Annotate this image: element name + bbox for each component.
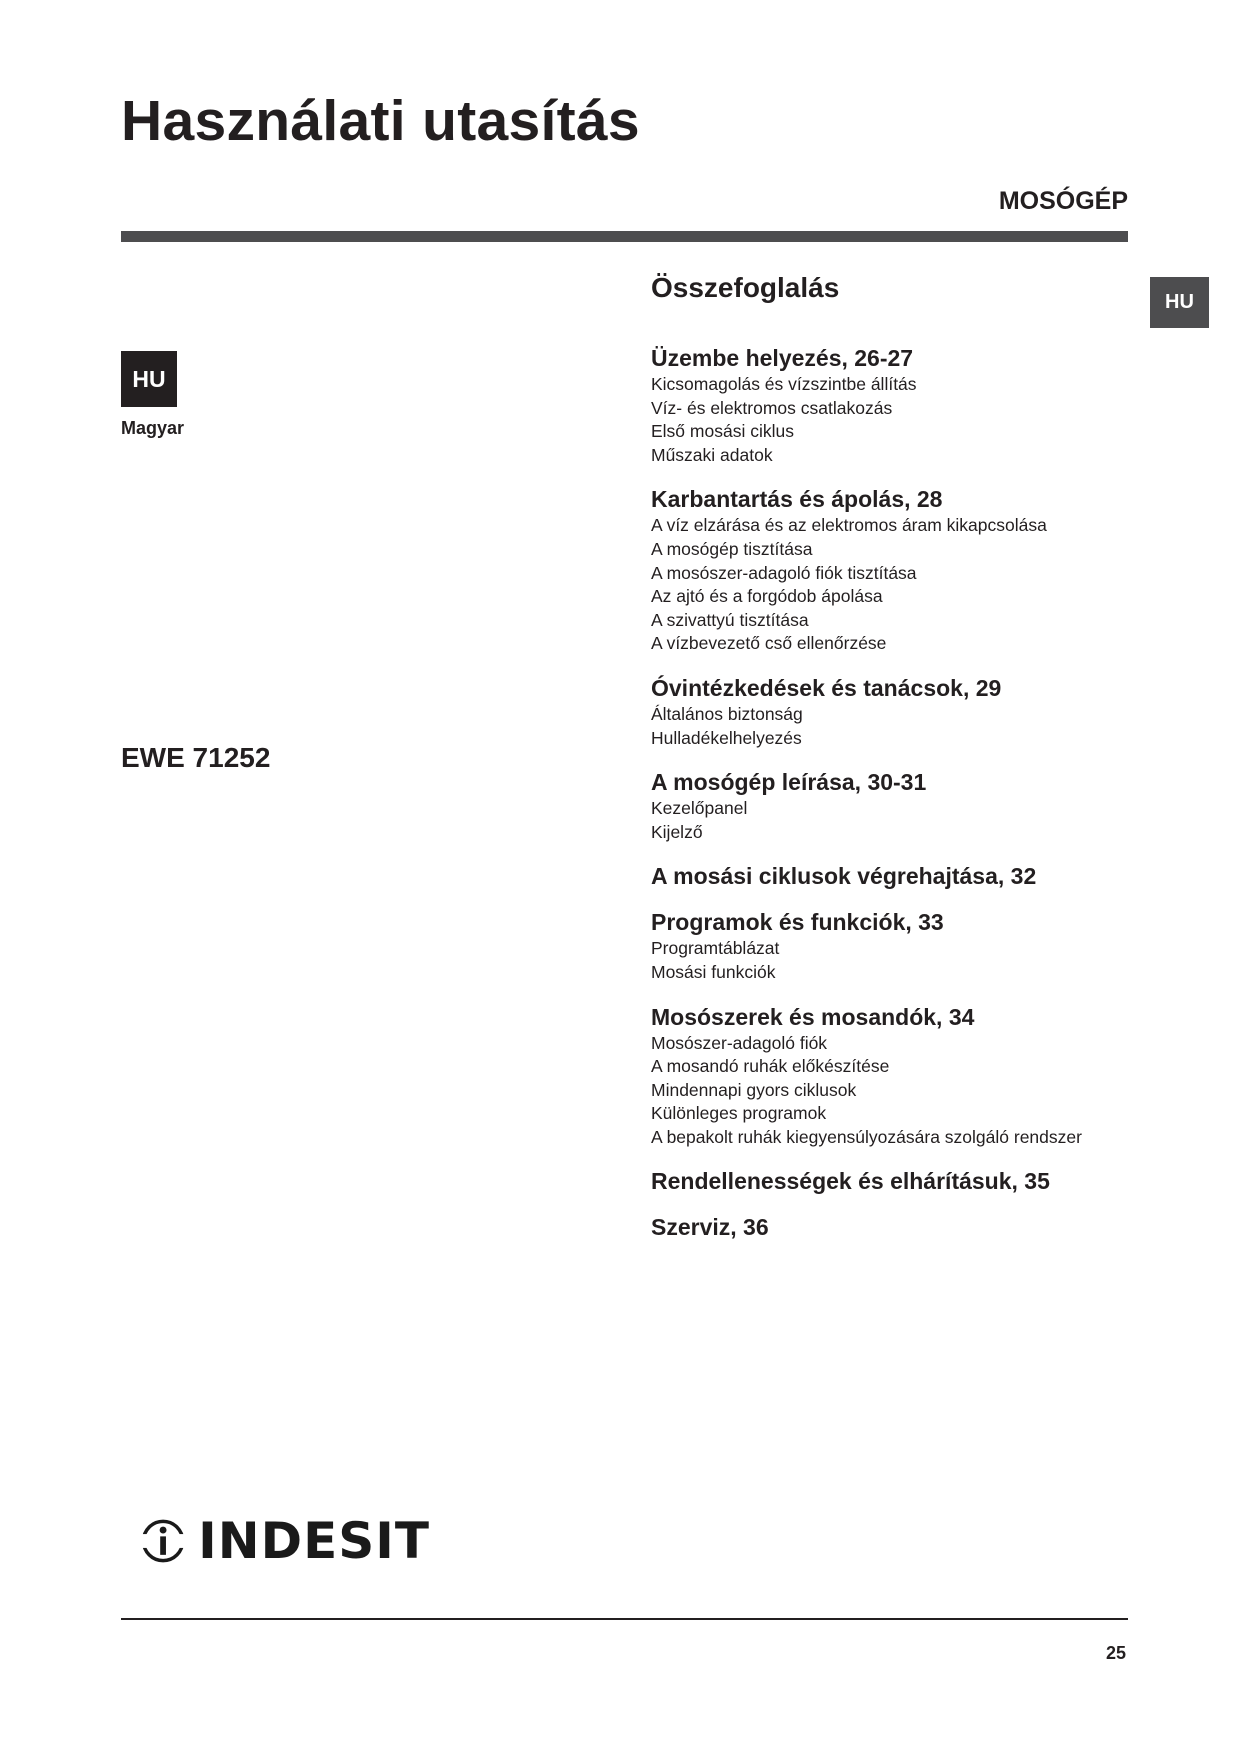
toc-item: A víz elzárása és az elektromos áram kikapcsolása <box>651 515 1047 536</box>
toc-section <box>651 1213 1131 1241</box>
indesit-brand-text: INDESIT <box>198 1512 430 1570</box>
toc-section-title: Üzembe helyezés, 26-27 <box>651 345 914 371</box>
toc-sections <box>651 344 1131 1241</box>
toc-item: Hulladékelhelyezés <box>651 727 802 748</box>
toc-section-title: A mosógép leírása, 30-31 <box>651 769 927 796</box>
toc-section-title: Mosószerek és mosandók, 34 <box>651 1003 975 1030</box>
toc-section <box>651 1003 1131 1150</box>
toc-section <box>651 344 1131 467</box>
toc-item: Programtáblázat <box>651 938 780 959</box>
product-type-label: MOSÓGÉP <box>998 187 1128 215</box>
toc-item: A szivattyú tisztítása <box>651 609 809 630</box>
page-number: 25 <box>1105 1643 1126 1663</box>
toc-section-title: Szerviz, 36 <box>651 1214 769 1241</box>
toc-item: Műszaki adatok <box>651 444 773 465</box>
indesit-logo <box>140 1501 430 1581</box>
footer-divider <box>121 1618 1128 1620</box>
toc-item: A bepakolt ruhák kiegyensúlyozására szolgáló rendszer <box>651 1126 1082 1147</box>
header-divider <box>121 231 1128 242</box>
toc-item: Általános biztonság <box>651 703 803 724</box>
model-number: EWE 71252 <box>121 742 271 773</box>
language-name: Magyar <box>121 418 185 438</box>
toc-section-title: Karbantartás és ápolás, 28 <box>651 486 943 513</box>
toc-item: Mosási funkciók <box>651 961 776 982</box>
page-title: Használati utasítás <box>121 89 640 153</box>
toc-item: A mosógép tisztítása <box>651 538 813 559</box>
toc-section <box>651 768 1131 844</box>
language-side-tab: HU <box>1150 277 1209 328</box>
toc-section <box>651 908 1131 984</box>
toc-item: Kezelőpanel <box>651 798 748 819</box>
table-of-contents <box>651 268 1131 1259</box>
indesit-logo-icon <box>140 1502 186 1580</box>
toc-section <box>651 1167 1131 1195</box>
toc-item: Víz- és elektromos csatlakozás <box>651 397 893 418</box>
toc-item: Kicsomagolás és vízszintbe állítás <box>651 374 917 394</box>
toc-item: Az ajtó és a forgódob ápolása <box>651 586 883 607</box>
toc-section <box>651 674 1131 750</box>
toc-item: Kijelző <box>651 821 703 842</box>
toc-section <box>651 485 1131 656</box>
toc-item: Mosószer-adagoló fiók <box>651 1032 828 1053</box>
toc-item: Mindennapi gyors ciklusok <box>651 1079 857 1100</box>
toc-item: A mosandó ruhák előkészítése <box>651 1056 890 1077</box>
toc-section-title: Rendellenességek és elhárításuk, 35 <box>651 1168 1050 1195</box>
language-code-badge: HU <box>121 351 177 407</box>
toc-heading: Összefoglalás <box>651 272 840 303</box>
toc-item: Különleges programok <box>651 1103 827 1124</box>
toc-section-title: A mosási ciklusok végrehajtása, 32 <box>651 863 1037 890</box>
toc-item: A mosószer-adagoló fiók tisztítása <box>651 562 917 583</box>
toc-item: A vízbevezető cső ellenőrzése <box>651 633 887 654</box>
toc-item: Első mosási ciklus <box>651 421 794 442</box>
toc-section <box>651 862 1131 890</box>
toc-section-title: Óvintézkedések és tanácsok, 29 <box>651 674 1002 701</box>
toc-section-title: Programok és funkciók, 33 <box>651 909 944 936</box>
